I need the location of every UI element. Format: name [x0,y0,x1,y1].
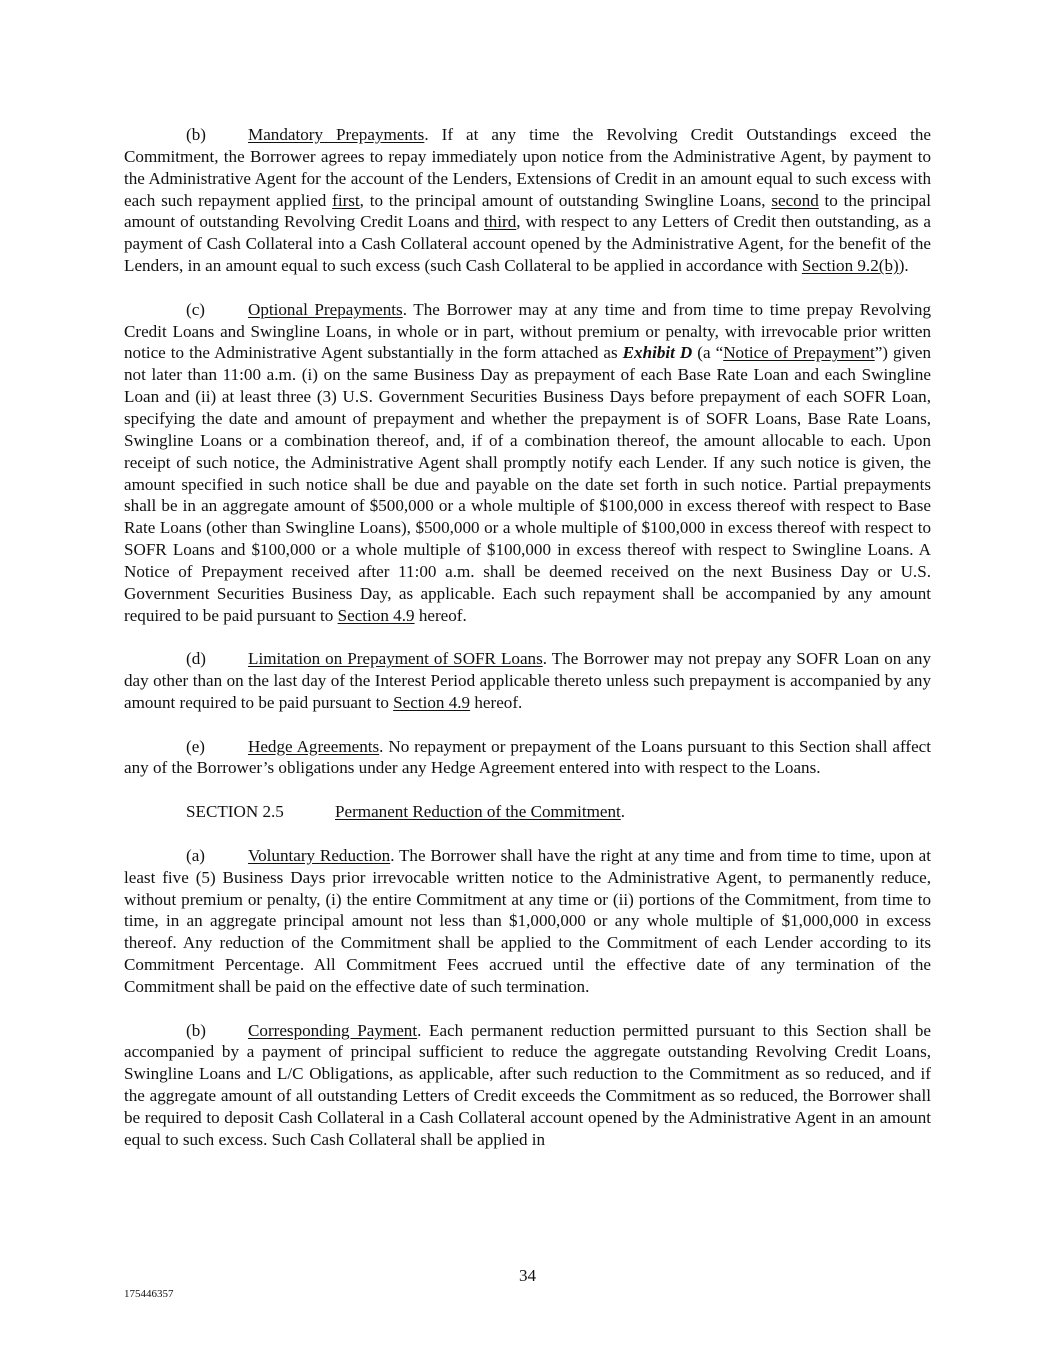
paragraph-label: (c) [186,299,205,319]
paragraph-a-voluntary-reduction: (a) Voluntary Reduction. The Borrower shall have the right at any time and from time to time, upon at least five (5) Business Days prior irrevocable written notice to the Administrative Agent, to permanently reduce, without premium or penalty, (i) the entire Commitment at any time or (ii) portions of the Commitment, from time to time, in an aggregate principal amount not less than $1,000,000 or any whole multiple of $1,000,000 in excess thereof. Any reduction of the Commitment shall be applied to the Commitment of each Lender according to its Commitment Percentage. All Commitment Fees accrued until the effective date of any termination of the Commitment shall be paid on the effective date of such termination. [124,845,932,996]
paragraph-label: (e) [186,736,205,756]
paragraph-e-hedge-agreements: (e) Hedge Agreements. No repayment or prepayment of the Loans pursuant to this Section shall affect any of the Borrower’s obligations under any Hedge Agreement entered into with respect to the Loans. [124,736,931,778]
paragraph-heading: Corresponding Payment [248,1020,418,1040]
document-page [124,124,931,1173]
exhibit-reference: Exhibit D [622,343,693,363]
emphasis-second: second [771,190,819,210]
paragraph-b-corresponding-payment: (b) Corresponding Payment. Each permanent reduction permitted pursuant to this Section shall be accompanied by a payment of principal sufficient to reduce the aggregate outstanding Revolving Credit Loans, Swingline Loans and L/C Obligations, as applicable, after such reduction to the Commitment as so reduced, and if the aggregate amount of all outstanding Letters of Credit exceeds the Commitment as so reduced, the Borrower shall be required to deposit Cash Collateral in a Cash Collateral account opened by the Administrative Agent in an amount equal to such excess. Such Cash Collateral shall be applied in [124,1020,931,1149]
section-reference-link[interactable]: Section 4.9 [337,605,415,625]
paragraph-c-optional-prepayments: (c) Optional Prepayments. The Borrower may at any time and from time to time prepay Revolving Credit Loans and Swingline Loans, in whole or in part, without premium or penalty, with irrevocable prior written notice to the Administrative Agent substantially in the form attached as Exhibit D (a “Notice of Prepayment”) given not later than 11:00 a.m. (i) on the same Business Day as prepayment of each Base Rate Loan and each Swingline Loan and (ii) at least three (3) U.S. Government Securities Business Days before prepayment of each SOFR Loan, specifying the date and amount of prepayment and whether the prepayment is of SOFR Loans, Base Rate Loans, Swingline Loans or a combination thereof, and, if of a combination thereof, the amount allocable to each. Upon receipt of such notice, the Administrative Agent shall promptly notify each Lender. If any such notice is given, the amount specified in such notice shall be due and payable on the date set forth in such notice. Partial prepayments shall be in an aggregate amount of $500,000 or a whole multiple of $100,000 in excess thereof with respect to Base Rate Loans (other than Swingline Loans), $500,000 or a whole multiple of $100,000 in excess thereof with respect to SOFR Loans and $100,000 or a whole multiple of $100,000 in excess thereof with respect to Swingline Loans. A Notice of Prepayment received after 11:00 a.m. shall be deemed received on the next Business Day or U.S. Government Securities Business Day, as applicable. Each such repayment shall be accompanied by any amount required to be paid pursuant to Section 4.9 hereof. [124,299,931,625]
paragraph-label: (d) [186,649,206,669]
paragraph-b-mandatory-prepayments: (b) Mandatory Prepayments. If at any time the Revolving Credit Outstandings exceed the Commitment, the Borrower agrees to repay immediately upon notice from the Administrative Agent, by payment to the Administrative Agent for the account of the Lenders, Extensions of Credit in an amount equal to such excess with each such repayment applied first, to the principal amount of outstanding Swingline Loans, second to the principal amount of outstanding Revolving Credit Loans and third, with respect to any Letters of Credit then outstanding, as a payment of Cash Collateral into a Cash Collateral account opened by the Administrative Agent, for the benefit of the Lenders, in an amount equal to such excess (such Cash Collateral to be applied in accordance with Section 9.2(b)). [124,125,931,276]
paragraph-heading: Limitation on Prepayment of SOFR Loans [248,649,543,669]
section-heading: SECTION 2.5 Permanent Reduction of the Commitment. [186,802,626,822]
section-reference-link[interactable]: Section 9.2(b) [801,256,899,276]
emphasis-first: first [332,190,360,210]
paragraph-d-limitation-on-prepayment: (d) Limitation on Prepayment of SOFR Loans. The Borrower may not prepay any SOFR Loan on any day other than on the last day of the Interest Period applicable thereto unless such prepayment is accompanied by any amount required to be paid pursuant to Section 4.9 hereof. [124,649,931,712]
emphasis-third: third [484,212,517,232]
section-number: SECTION 2.5 [186,802,284,822]
paragraph-heading: Mandatory Prepayments [248,125,425,144]
paragraph-heading: Hedge Agreements [248,736,380,756]
section-reference-link[interactable]: Section 4.9 [393,692,471,712]
paragraph-label: (b) [186,1020,206,1040]
page-number: 34 [518,1266,537,1285]
paragraph-heading: Optional Prepayments [248,299,403,319]
paragraph-label: (b) [186,125,206,144]
defined-term: Notice of Prepayment [723,343,875,363]
section-title: Permanent Reduction of the Commitment [335,802,621,822]
document-id: 175446357 [124,1288,174,1300]
paragraph-heading: Voluntary Reduction [248,845,391,865]
paragraph-label: (a) [186,845,205,865]
